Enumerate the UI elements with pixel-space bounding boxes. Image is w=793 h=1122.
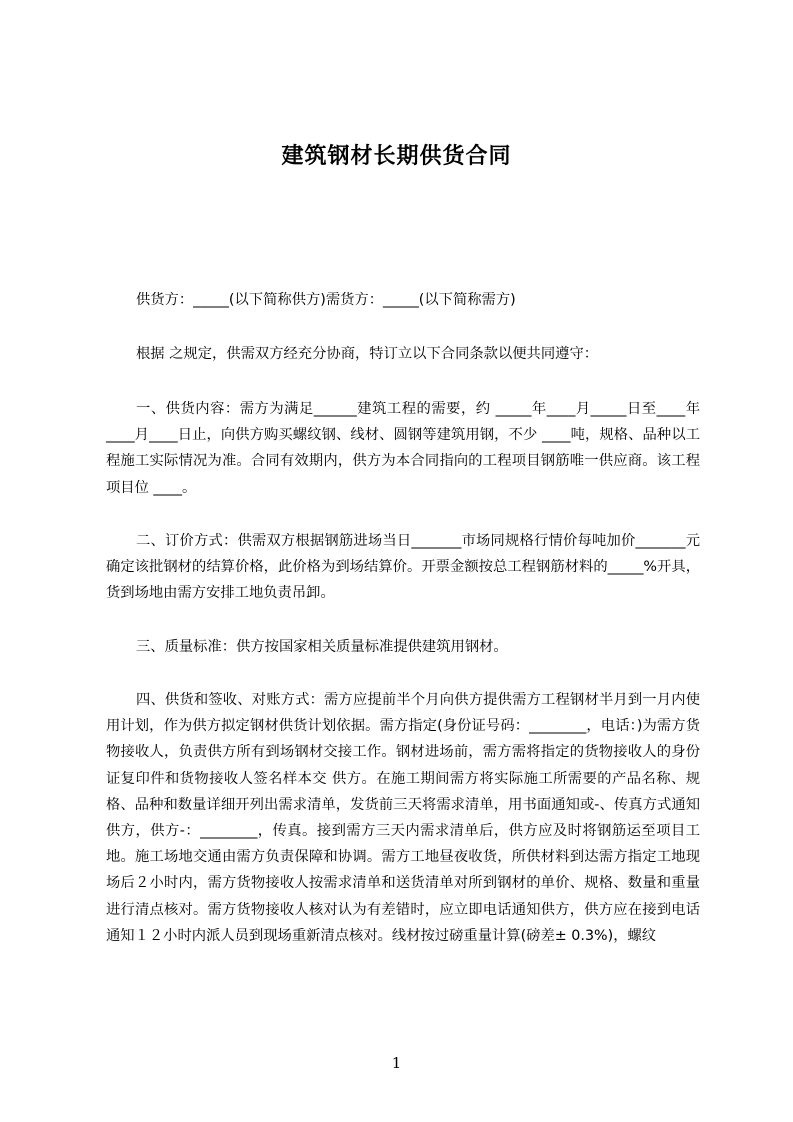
section-4-delivery-acceptance: 四、供货和签收、对账方式：需方应提前半个月向供方提供需方工程钢材半月到一月内使用计划，作为供方拟定钢材供货计划依据。需方指定(身份证号码：________，电话：)为需方货物接收人，负责供方所有到场钢材交接工作。钢材进场前，需方需将指定的货物接收人的身份证复印件和货物接收人签名样本交 供方。在施工期间需方将实际施工所需要的产品名称、规格、品种和数量详细开列出需求清单，发货前三天将需求清单，用书面通知或-、传真方式通知供方，供方-：________，传真。接到需方三天内需求清单后，供方应及时将钢筋运至项目工地。施工场地交通由需方负责保障和协调。需方工地昼夜收货，所供材料到达需方指定工地现场后２小时内，需方货物接收人按需求清单和送货清单对所到钢材的单价、规格、数量和重量进行清点核对。需方货物接收人核对认为有差错时，应立即电话通知供方，供方应在接到电话通知１２小时内派人员到现场重新清点核对。线材按过磅重量计算(磅差± 0.3%)，螺纹: [106, 692, 700, 944]
section-3-quality: 三、质量标准：供方按国家相关质量标准提供建筑用钢材。: [136, 639, 508, 655]
contract-title: 建筑钢材长期供货合同: [281, 144, 512, 169]
page-number: 1: [391, 1054, 402, 1072]
section-2-pricing: 二、订价方式：供需双方根据钢筋进场当日_______市场同规格行情价每吨加价_______元确定该批钢材的结算价格，此价格为到场结算价。开票金额按总工程钢筋材料的_____%开具，货到场地由需方安排工地负责吊卸。: [106, 533, 700, 602]
parties-line: 供货方：_____(以下简称供方)需货方：_____(以下简称需方): [136, 292, 516, 308]
intro-paragraph: 根据 之规定，供需双方经充分协商，特订立以下合同条款以便共同遵守：: [136, 346, 599, 362]
section-1-supply-content: 一、供货内容：需方为满足______建筑工程的需要，约 _____年____月_____日至____年____月____日止，向供方购买螺纹钢、线材、圆钢等建筑用钢，不少 ____吨，规格、品种以工程施工实际情况为准。合同有效期内，供方为本合同指向的工程项目钢筋唯一供应商。该工程项目位 ____。: [106, 401, 700, 496]
